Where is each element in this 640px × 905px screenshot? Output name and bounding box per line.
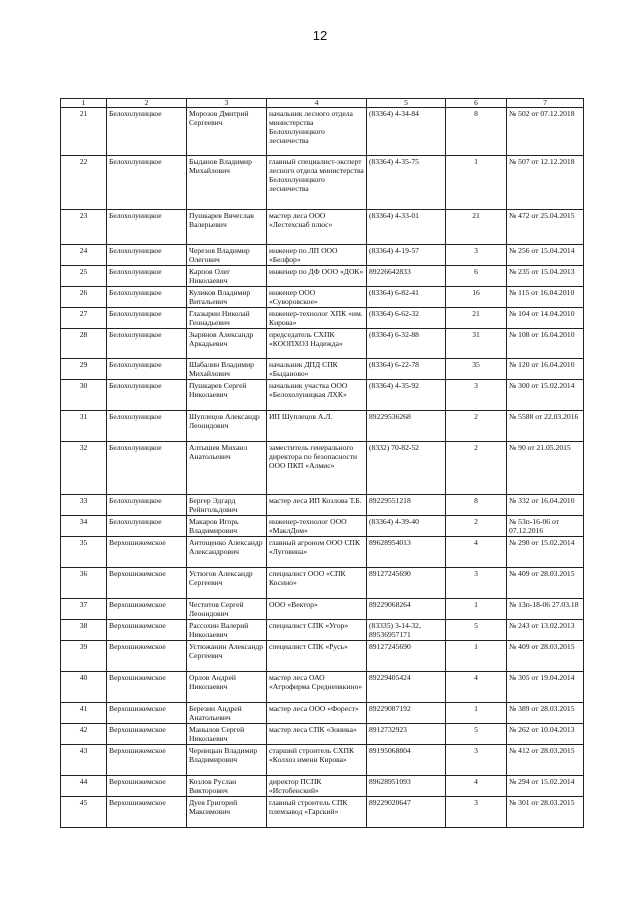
phone-number: (83364) 6-32-88	[367, 329, 446, 359]
district-name: Белохолуницкое	[107, 442, 187, 495]
order-reference: № 389 от 28.03.2015	[507, 703, 584, 724]
district-name: Белохолуницкое	[107, 308, 187, 329]
order-reference: № 332 от 16.04.2010	[507, 495, 584, 516]
person-name: Дуев Григорий Максимович	[187, 797, 267, 828]
position-title: инженер ООО «Суворовское»	[267, 287, 367, 308]
person-name: Шуплецов Александр Леонидович	[187, 411, 267, 442]
order-reference: № 472 от 25.04.2015	[507, 210, 584, 245]
person-name: Березин Андрей Анатольевич	[187, 703, 267, 724]
order-reference: № 104 от 14.04.2010	[507, 308, 584, 329]
position-title: главный агроном ООО СПК «Луговина»	[267, 537, 367, 568]
person-name: Пушкарев Вячеслав Валерьевич	[187, 210, 267, 245]
row-number: 42	[61, 724, 107, 745]
person-name: Орлов Андрей Николаевич	[187, 672, 267, 703]
order-reference: № 5588 от 22.03.2016	[507, 411, 584, 442]
order-reference: № 409 от 28.03.2015	[507, 641, 584, 672]
order-reference: № 305 от 19.04.2014	[507, 672, 584, 703]
table-row	[61, 308, 584, 329]
count-value: 3	[446, 568, 507, 599]
position-title: специалист СПК «Русь»	[267, 641, 367, 672]
position-title: начальник ДПД СПК «Быданово»	[267, 359, 367, 380]
person-name: Куликов Владимир Витальевич	[187, 287, 267, 308]
person-name: Глазырин Николай Геннадьевич	[187, 308, 267, 329]
phone-number: (83364) 4-19-57	[367, 245, 446, 266]
table-row	[61, 745, 584, 776]
count-value: 1	[446, 156, 507, 210]
row-number: 31	[61, 411, 107, 442]
phone-number: 89127245690	[367, 641, 446, 672]
phone-number: 89229405424	[367, 672, 446, 703]
phone-number: 89229020647	[367, 797, 446, 828]
person-name: Бергер Эдгард Рейнгольдович	[187, 495, 267, 516]
table-row	[61, 442, 584, 495]
district-name: Белохолуницкое	[107, 210, 187, 245]
district-name: Верхошижемское	[107, 599, 187, 620]
district-name: Белохолуницкое	[107, 108, 187, 156]
count-value: 1	[446, 599, 507, 620]
district-name: Верхошижемское	[107, 703, 187, 724]
position-title: специалист СПК «Угор»	[267, 620, 367, 641]
row-number: 40	[61, 672, 107, 703]
count-value: 8	[446, 108, 507, 156]
district-name: Верхошижемское	[107, 537, 187, 568]
row-number: 25	[61, 266, 107, 287]
order-reference: № 108 от 16.04.2010	[507, 329, 584, 359]
position-title: мастер леса ИП Козлова Т.Б.	[267, 495, 367, 516]
phone-number: 89229068264	[367, 599, 446, 620]
table-row	[61, 329, 584, 359]
table-row	[61, 287, 584, 308]
phone-number: 89229087192	[367, 703, 446, 724]
district-name: Белохолуницкое	[107, 245, 187, 266]
order-reference: № 290 от 15.02.2014	[507, 537, 584, 568]
order-reference: № 243 от 13.02.2013	[507, 620, 584, 641]
table-row	[61, 245, 584, 266]
phone-number: (83364) 6-82-41	[367, 287, 446, 308]
position-title: инженер-технолог ХПК «им. Кирова»	[267, 308, 367, 329]
count-value: 21	[446, 210, 507, 245]
position-title: директор ПСПК «Истобенский»	[267, 776, 367, 797]
order-reference: № 300 от 15.02.2014	[507, 380, 584, 411]
district-name: Верхошижемское	[107, 641, 187, 672]
person-name: Устюгов Александр Сергеевич	[187, 568, 267, 599]
phone-number: 89226642833	[367, 266, 446, 287]
header-col-4: 4	[267, 99, 367, 108]
person-name: Морозов Дмитрий Сергеевич	[187, 108, 267, 156]
district-name: Верхошижемское	[107, 745, 187, 776]
order-reference: № 412 от 28.03.2015	[507, 745, 584, 776]
position-title: инженер по ДФ ООО «ДОК»	[267, 266, 367, 287]
count-value: 1	[446, 703, 507, 724]
count-value: 21	[446, 308, 507, 329]
table-row	[61, 495, 584, 516]
order-reference: № 507 от 12.12.2018	[507, 156, 584, 210]
table-row	[61, 599, 584, 620]
position-title: ООО «Вектор»	[267, 599, 367, 620]
table-row	[61, 568, 584, 599]
table-row	[61, 641, 584, 672]
order-reference: № 53п-16-06 от 07.12.2016	[507, 516, 584, 537]
person-name: Черезов Владимир Олегович	[187, 245, 267, 266]
count-value: 2	[446, 442, 507, 495]
district-name: Белохолуницкое	[107, 156, 187, 210]
row-number: 38	[61, 620, 107, 641]
person-name: Пушкарев Сергей Николаевич	[187, 380, 267, 411]
phone-number: (83364) 6-22-78	[367, 359, 446, 380]
position-title: председатель СХПК «КООПХОЗ Надежда»	[267, 329, 367, 359]
district-name: Белохолуницкое	[107, 359, 187, 380]
order-reference: № 294 от 15.02.2014	[507, 776, 584, 797]
order-reference: № 90 от 21.05.2015	[507, 442, 584, 495]
phone-number: (83364) 4-35-75	[367, 156, 446, 210]
position-title: начальник участка ООО «Белохолуницкая ЛХК»	[267, 380, 367, 411]
district-name: Белохолуницкое	[107, 411, 187, 442]
phone-number: (83364) 4-35-92	[367, 380, 446, 411]
position-title: старший строитель СХПК «Колхоз имени Кирова»	[267, 745, 367, 776]
phone-number: 89229551218	[367, 495, 446, 516]
row-number: 35	[61, 537, 107, 568]
table-row	[61, 411, 584, 442]
header-col-3: 3	[187, 99, 267, 108]
table-row	[61, 516, 584, 537]
count-value: 4	[446, 672, 507, 703]
count-value: 31	[446, 329, 507, 359]
row-number: 34	[61, 516, 107, 537]
header-col-1: 1	[61, 99, 107, 108]
table-row	[61, 380, 584, 411]
person-name: Карпов Олег Николаевич	[187, 266, 267, 287]
row-number: 45	[61, 797, 107, 828]
row-number: 26	[61, 287, 107, 308]
person-name: Шабалин Владимир Михайлович	[187, 359, 267, 380]
header-col-2: 2	[107, 99, 187, 108]
table-row	[61, 776, 584, 797]
person-name: Черницын Владимир Владимирович	[187, 745, 267, 776]
phone-number: 89628951093	[367, 776, 446, 797]
table-row	[61, 703, 584, 724]
person-name: Быданов Владимир Михайлович	[187, 156, 267, 210]
header-col-6: 6	[446, 99, 507, 108]
count-value: 6	[446, 266, 507, 287]
header-row	[61, 99, 584, 108]
order-reference: № 262 от 10.04.2013	[507, 724, 584, 745]
count-value: 2	[446, 516, 507, 537]
table-row	[61, 797, 584, 828]
header-col-7: 7	[507, 99, 584, 108]
district-name: Верхошижемское	[107, 776, 187, 797]
phone-number: (8332) 70-82-52	[367, 442, 446, 495]
row-number: 30	[61, 380, 107, 411]
order-reference: № 13п-18-06 27.03.18	[507, 599, 584, 620]
person-name: Устюжанин Александр Сергеевич	[187, 641, 267, 672]
row-number: 41	[61, 703, 107, 724]
person-name: Рассохин Валерий Николаевич	[187, 620, 267, 641]
district-name: Белохолуницкое	[107, 266, 187, 287]
row-number: 23	[61, 210, 107, 245]
row-number: 33	[61, 495, 107, 516]
count-value: 1	[446, 641, 507, 672]
row-number: 22	[61, 156, 107, 210]
phone-number: 89229536268	[367, 411, 446, 442]
district-name: Белохолуницкое	[107, 516, 187, 537]
count-value: 3	[446, 745, 507, 776]
position-title: ИП Шуплецов А.Л.	[267, 411, 367, 442]
district-name: Верхошижемское	[107, 724, 187, 745]
table-row	[61, 156, 584, 210]
order-reference: № 120 от 16.04.2010	[507, 359, 584, 380]
row-number: 21	[61, 108, 107, 156]
count-value: 3	[446, 245, 507, 266]
count-value: 5	[446, 620, 507, 641]
header-col-5: 5	[367, 99, 446, 108]
district-name: Белохолуницкое	[107, 287, 187, 308]
phone-number: (83335) 3-14-32, 89536957171	[367, 620, 446, 641]
row-number: 36	[61, 568, 107, 599]
count-value: 3	[446, 797, 507, 828]
person-name: Манылов Сергей Николаевич	[187, 724, 267, 745]
phone-number: (83364) 4-33-01	[367, 210, 446, 245]
position-title: мастер леса СПК «Зоника»	[267, 724, 367, 745]
table-row	[61, 210, 584, 245]
order-reference: № 409 от 28.03.2015	[507, 568, 584, 599]
position-title: заместитель генерального директора по безопасности ООО ПКП «Алмис»	[267, 442, 367, 495]
phone-number: (83364) 6-62-32	[367, 308, 446, 329]
count-value: 3	[446, 380, 507, 411]
row-number: 37	[61, 599, 107, 620]
position-title: мастер леса ОАО «Агрофирма Среднеивкино»	[267, 672, 367, 703]
position-title: начальник лесного отдела министерства Белохолуницкого лесничества	[267, 108, 367, 156]
district-name: Белохолуницкое	[107, 380, 187, 411]
order-reference: № 301 от 28.03.2015	[507, 797, 584, 828]
position-title: инженер по ЛП ООО «Белфор»	[267, 245, 367, 266]
table-row	[61, 537, 584, 568]
person-name: Козлов Руслан Викторович	[187, 776, 267, 797]
row-number: 32	[61, 442, 107, 495]
table-row	[61, 672, 584, 703]
phone-number: (83364) 4-39-40	[367, 516, 446, 537]
phone-number: 89195068804	[367, 745, 446, 776]
page-number: 12	[312, 28, 328, 43]
table-row	[61, 108, 584, 156]
order-reference: № 256 от 15.04.2014	[507, 245, 584, 266]
order-reference: № 502 от 07.12.2018	[507, 108, 584, 156]
table-row	[61, 724, 584, 745]
district-name: Верхошижемское	[107, 568, 187, 599]
row-number: 29	[61, 359, 107, 380]
position-title: специалист ООО «СПК Косино»	[267, 568, 367, 599]
count-value: 4	[446, 776, 507, 797]
row-number: 39	[61, 641, 107, 672]
position-title: главный специалист-эксперт лесного отдела министерства Белохолуницкого лесничества	[267, 156, 367, 210]
order-reference: № 115 от 16.04.2010	[507, 287, 584, 308]
position-title: мастер леса ООО «Лестехснаб плюс»	[267, 210, 367, 245]
person-name: Макаров Игорь Владимирович	[187, 516, 267, 537]
person-name: Честитов Сергей Леонидович	[187, 599, 267, 620]
position-title: мастер леса ООО «Форест»	[267, 703, 367, 724]
district-name: Верхошижемское	[107, 620, 187, 641]
row-number: 24	[61, 245, 107, 266]
order-reference: № 235 от 15.04.2013	[507, 266, 584, 287]
count-value: 8	[446, 495, 507, 516]
table-row	[61, 620, 584, 641]
row-number: 28	[61, 329, 107, 359]
phone-number: 89628954013	[367, 537, 446, 568]
phone-number: 8912732923	[367, 724, 446, 745]
count-value: 4	[446, 537, 507, 568]
district-name: Верхошижемское	[107, 797, 187, 828]
person-name: Алтышев Михаил Анатольевич	[187, 442, 267, 495]
count-value: 5	[446, 724, 507, 745]
row-number: 44	[61, 776, 107, 797]
count-value: 16	[446, 287, 507, 308]
registry-table	[60, 98, 584, 828]
count-value: 2	[446, 411, 507, 442]
district-name: Белохолуницкое	[107, 495, 187, 516]
person-name: Антощенко Александр Александрович	[187, 537, 267, 568]
district-name: Белохолуницкое	[107, 329, 187, 359]
person-name: Зырянов Александр Аркадьевич	[187, 329, 267, 359]
table-row	[61, 359, 584, 380]
phone-number: 89127245690	[367, 568, 446, 599]
district-name: Верхошижемское	[107, 672, 187, 703]
row-number: 27	[61, 308, 107, 329]
position-title: инженер-технолог ООО «МаклДом»	[267, 516, 367, 537]
count-value: 35	[446, 359, 507, 380]
position-title: главный строитель СПК племзавод «Гарский»	[267, 797, 367, 828]
row-number: 43	[61, 745, 107, 776]
phone-number: (83364) 4-34-84	[367, 108, 446, 156]
table-row	[61, 266, 584, 287]
